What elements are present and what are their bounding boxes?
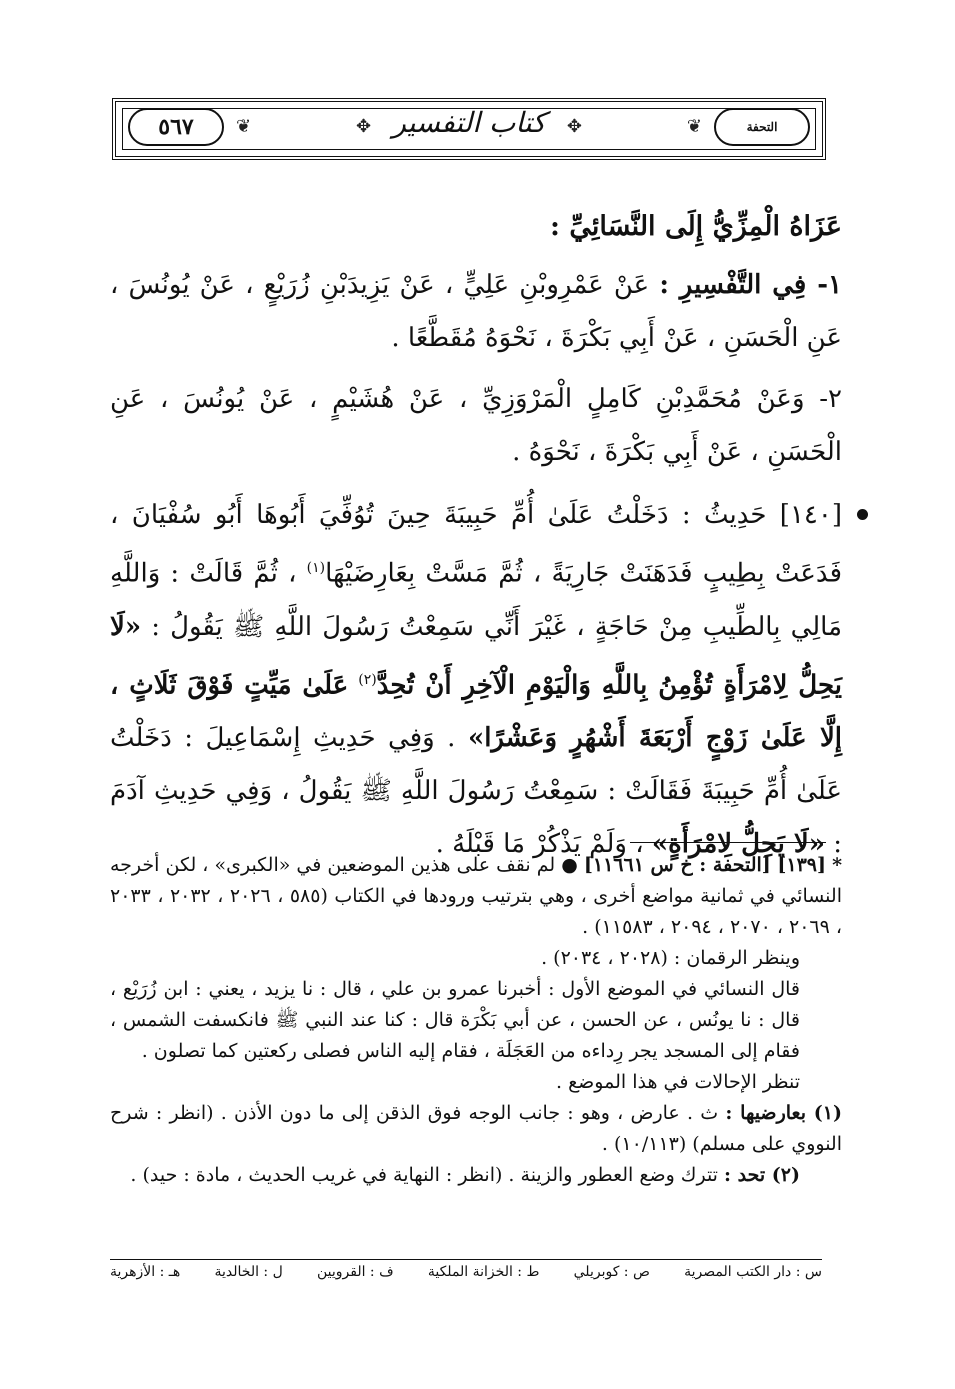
source-item: ل : الخالدية — [214, 1264, 283, 1280]
list-item — [110, 373, 842, 479]
flourish-ornament: ✥ — [566, 116, 582, 137]
hadith-quote: «لَا يَحِلُّ لِامْرَأَةٍ» — [651, 829, 825, 860]
logo-emblem: التحفة — [714, 108, 810, 146]
footnote-2 — [110, 1160, 842, 1191]
note-paragraph: قال النسائي في الموضع الأول : أخبرنا عمرو بن علي ، قال : نا يزيد ، يعني : ابن زُرَيْع ، قال : نا يونُس ، عن الحسن ، عن أبي بَكْرَة قال : كنا عند النبي ﷺ فانكسفت الشمس ، فقام إلى المسجد يجر رِداءه من العَجَلَة ، فقام إليه الناس فصلى ركعتين كما تصلون . — [110, 978, 800, 1062]
sources-divider — [110, 1259, 822, 1260]
footnote-label: (١) بعارضيها : — [725, 1102, 842, 1124]
item-text: ٢- وَعَنْ مُحَمَّدِبْنِ كَامِلٍ الْمَرْوَزِيِّ ، عَنْ هُشَيْمٍ ، عَنْ يُونُسَ ، عَنِ الْحَسَنِ ، عَنْ أَبِي بَكْرَةَ ، نَحْوَهُ . — [110, 384, 842, 467]
footnote-1 — [110, 1098, 842, 1160]
main-text — [110, 200, 842, 871]
footnote-ref[interactable]: (٢) — [358, 671, 377, 688]
source-item: ص : كوبريلي — [573, 1264, 650, 1280]
source-item: س : دار الكتب المصرية — [684, 1264, 822, 1280]
footnotes — [110, 850, 842, 1191]
footnote-label: (٢) تحد : — [724, 1164, 800, 1186]
footnote-text: ث . عارض ، وهو : جانب الوجه فوق الذقن إلى ما دون الأذن . (انظر : شرح النووي على مسلم) (١٠/١١٣) . — [110, 1102, 842, 1155]
section-heading: عَزَاهُ الْمِزِّيُّ إِلَى النَّسَائِيِّ : — [549, 211, 842, 242]
note-paragraph: تنظر الإحالات في هذا الموضع . — [555, 1071, 800, 1093]
hadith-quote: عَلَىٰ مَيِّتٍ فَوْقَ ثَلَاثٍ ، إِلَّا عَلَىٰ زَوْجٍ أَرْبَعَةَ أَشْهُرٍ وَعَشْرًا» — [110, 670, 842, 754]
page-header — [112, 98, 826, 160]
source-item: ط : الخزانة الملكية — [427, 1264, 540, 1280]
note-reference: [١٣٩] [التحفة : خ س ١١٦٦١] — [583, 854, 827, 876]
source-item: هـ : الأزهرية — [110, 1264, 181, 1280]
note-paragraph: وينظر الرقمان : (٢٠٢٨ ، ٢٠٣٤) . — [541, 947, 800, 969]
hadith-text: ، وَلَمْ يَذْكُرْ مَا قَبْلَهُ . — [435, 829, 644, 860]
hadith-text: . وَفِي حَدِيثِ إِسْمَاعِيلَ : دَخَلْتُ عَلَىٰ أُمِّ حَبِيبَةَ فَقَالَتْ : سَمِعْتُ رَسُولَ اللَّهِ ﷺ يَقُولُ ، وَفِي حَدِيثِ آدَمَ : — [110, 723, 842, 860]
hadith-text: حَدِيثُ : دَخَلْتُ عَلَىٰ أُمِّ حَبِيبَةَ حِينَ تُوُفِّيَ أَبُوهَا أَبُو سُفْيَانَ ، فَدَعَتْ بِطِيبٍ فَدَهَنَتْ جَارِيَةً ، ثُمَّ مَسَّتْ بِعَارِضَيْهَا — [110, 500, 842, 589]
hadith-text: ، ثُمَّ قَالَتْ : وَاللَّهِ مَالِي بِالطِّيبِ مِنْ حَاجَةٍ ، غَيْرَ أَنِّي سَمِعْتُ رَسُولَ اللَّهِ ﷺ يَقُولُ : — [110, 558, 843, 642]
item-text: عَنْ عَمْرِوبْنِ عَلِيٍّ ، عَنْ يَزِيدَبْنِ زُرَيْعٍ ، عَنْ يُونُسَ ، عَنِ الْحَسَنِ ، عَنْ أَبِي بَكْرَةَ ، نَحْوَهُ مُقَطَّعًا . — [110, 270, 842, 353]
hadith-number: [١٤٠] — [779, 500, 842, 530]
hadith-quote: «لَا يَحِلُّ لِامْرَأَةٍ تُؤْمِنُ بِاللَّهِ وَالْيَوْمِ الْآخِرِ أَنْ تُحِدَّ — [110, 611, 842, 701]
page-number: ٥٦٧ — [128, 108, 224, 146]
footnote-text: تترك وضع العطور والزينة . (انظر : النهاية في غريب الحديث ، مادة : حيد) . — [130, 1164, 718, 1186]
chapter-title: كتاب التفسير — [392, 106, 546, 139]
note-paragraph — [110, 850, 842, 943]
note-text: ● لم نقف على هذين الموضعين في «الكبرى» ، لكن أخرجه النسائي في ثمانية مواضع أخرى ، وهي بترتيب ورودها في الكتاب (٥٨٥ ، ٢٠٢٦ ، ٢٠٣٢ ، ٢٠٣٣ ، ٢٠٦٩ ، ٢٠٧٠ ، ٢٠٩٤ ، ١١٥٨٣) . — [110, 854, 842, 938]
flourish-ornament: ❦ — [686, 116, 702, 137]
item-label: ١- فِي التَّفْسِيرِ : — [659, 270, 842, 300]
hadith-paragraph — [110, 489, 842, 871]
list-item — [110, 259, 842, 365]
footnote-divider — [630, 842, 826, 843]
footnote-ref[interactable]: (١) — [306, 560, 326, 576]
flourish-ornament: ❦ — [236, 116, 252, 137]
manuscript-sources — [110, 1264, 822, 1280]
bullet-icon — [857, 509, 868, 520]
star-marker: * — [832, 854, 843, 876]
flourish-ornament: ✥ — [356, 116, 372, 137]
source-item: ف : القرويين — [316, 1264, 394, 1280]
